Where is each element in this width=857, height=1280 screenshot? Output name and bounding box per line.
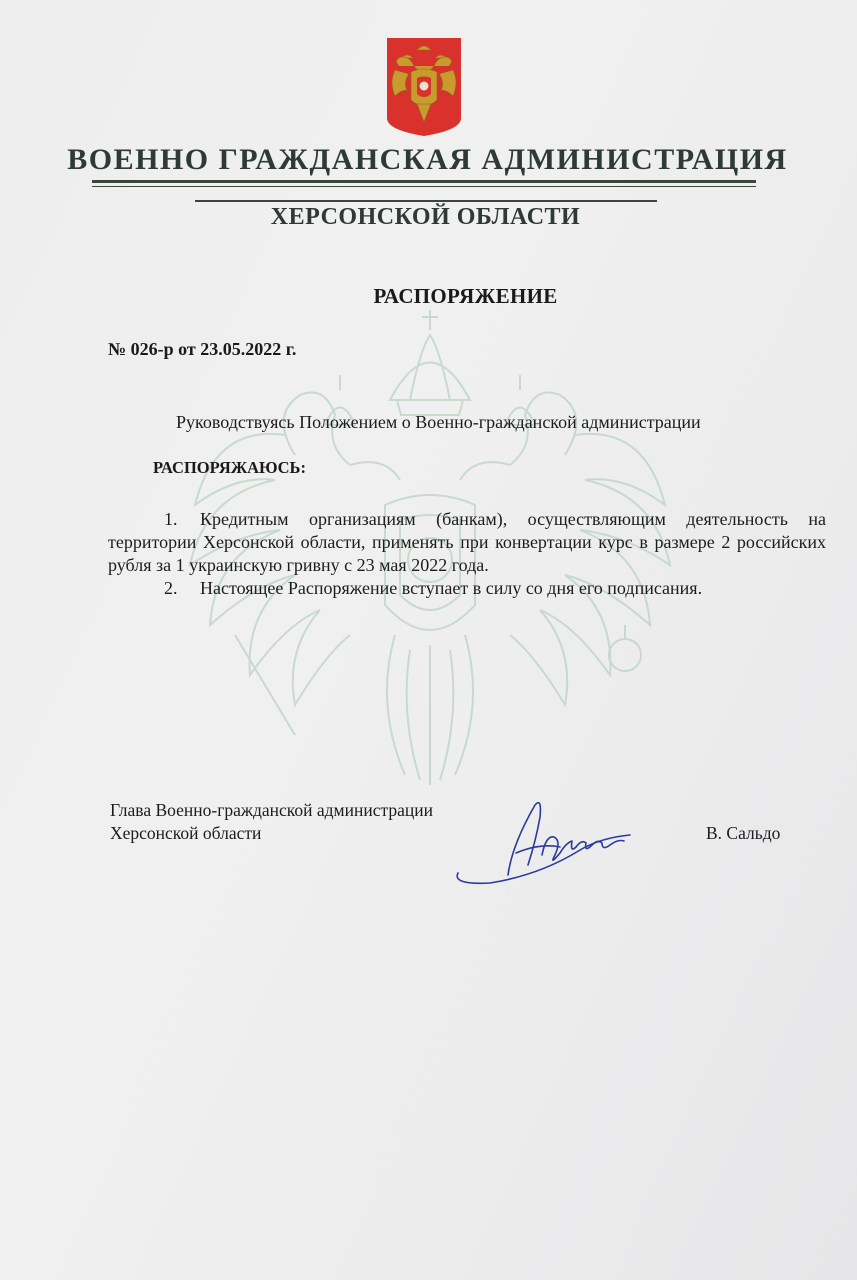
- document-title: РАСПОРЯЖЕНИЕ: [373, 284, 558, 308]
- header-rule-short: [195, 200, 657, 202]
- order-item: [108, 508, 826, 577]
- order-item: [108, 577, 826, 600]
- document-number: № 026-р от 23.05.2022 г.: [108, 339, 297, 359]
- signatory-name: В. Сальдо: [706, 823, 781, 843]
- coat-of-arms-icon: [387, 38, 461, 136]
- administration-title: ВОЕННО ГРАЖДАНСКАЯ АДМИНИСТРАЦИЯ: [67, 143, 788, 176]
- order-items: [108, 508, 826, 600]
- signatory-position-line1: Глава Военно-гражданской администрации: [110, 800, 433, 820]
- item-number: 2.: [164, 578, 178, 598]
- signatory-position-line2: Херсонской области: [110, 823, 262, 843]
- item-text: Кредитным организациям (банкам), осуществляющим деятельность на территории Херсонской области, применять при конвертации курс в размере 2 российских рубля за 1 украинскую гривну с 23 мая 2022 года.: [108, 509, 826, 575]
- signature-icon: [450, 795, 650, 890]
- preamble-text: Руководствуясь Положением о Военно-гражданской администрации: [176, 412, 701, 432]
- region-title: ХЕРСОНСКОЙ ОБЛАСТИ: [270, 204, 581, 230]
- order-heading: РАСПОРЯЖАЮСЬ:: [153, 458, 306, 477]
- header-rule-thick: [92, 180, 756, 183]
- header-rule-thin: [92, 186, 756, 187]
- item-text: Настоящее Распоряжение вступает в силу со дня его подписания.: [200, 578, 703, 598]
- item-number: 1.: [164, 509, 178, 529]
